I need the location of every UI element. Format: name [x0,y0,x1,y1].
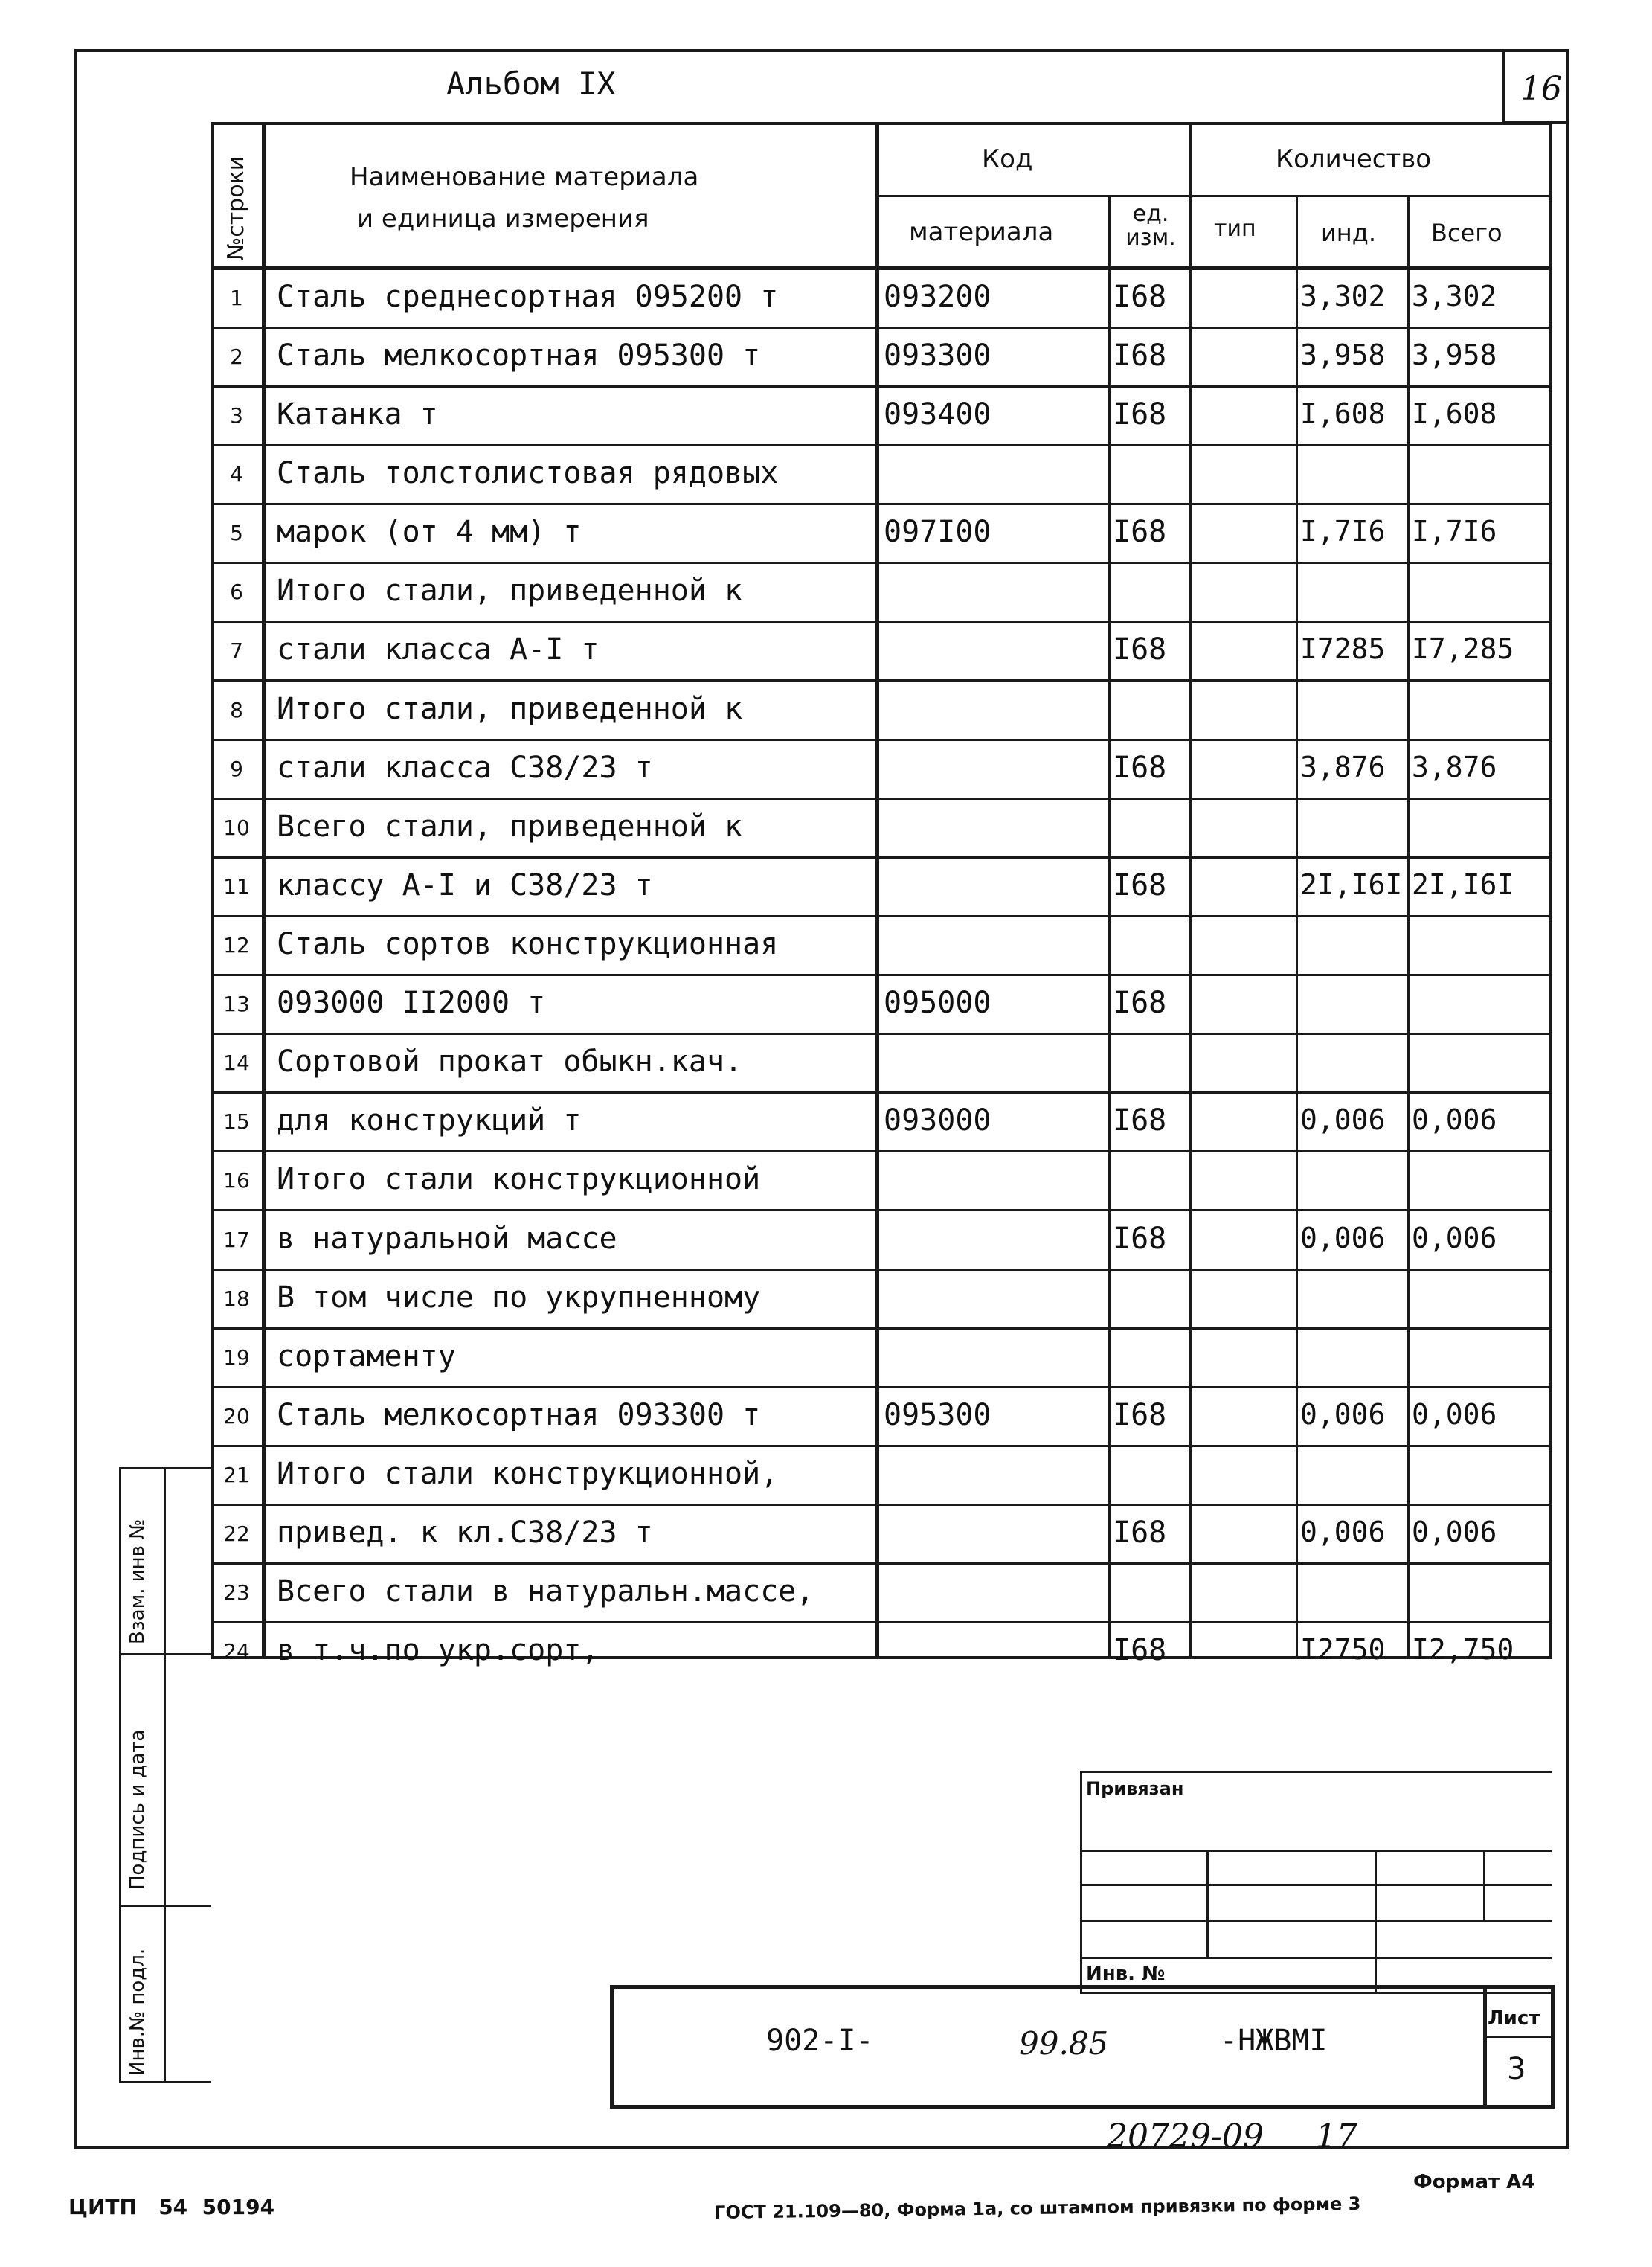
cell-unit: I68 [1113,751,1167,785]
cell-unit: I68 [1113,1103,1167,1138]
cell-ind: 0,006 [1300,1103,1386,1136]
cell-total: 0,006 [1412,1222,1497,1254]
cell-ind: 0,006 [1300,1516,1386,1548]
cell-ind: 2I,I6I [1300,868,1403,901]
cell-name: Итого стали конструкционной, [277,1457,779,1491]
cell-n: 4 [230,462,243,487]
cell-total: 0,006 [1412,1398,1497,1431]
cell-unit: I68 [1113,1516,1167,1550]
cell-ind: 0,006 [1300,1222,1386,1254]
header-qty-type: тип [1214,216,1256,242]
cell-code: 097I00 [884,515,991,549]
cell-name: Сталь мелкосортная 093300 т [277,1398,761,1432]
cell-total: 3,958 [1412,339,1497,371]
col-divider [262,122,266,1659]
stamp-line [1080,1920,1552,1922]
cell-code: 095300 [884,1398,991,1432]
cell-unit: I68 [1113,632,1167,667]
stamp-line [1206,1850,1209,1957]
cell-name: 093000 II2000 т [277,986,546,1020]
cell-total: I,7I6 [1412,515,1497,548]
header-name-line1: Наименование материала [350,162,699,192]
cell-n: 2 [230,344,243,369]
cell-unit: I68 [1113,339,1167,373]
cell-n: 15 [223,1109,250,1134]
header-code: Код [982,144,1033,174]
cell-code: 093000 [884,1103,991,1138]
cell-name: Сталь среднесортная 095200 т [277,280,779,314]
privyazan-block [1080,1771,1552,1994]
footer-center: ГОСТ 21.109—80, Форма 1а, со штампом привязки по форме 3 [714,2193,1361,2223]
header-code-material: материала [909,217,1054,247]
cell-n: 17 [223,1228,250,1252]
list-value: 3 [1507,2052,1526,2086]
cell-ind: 0,006 [1300,1398,1386,1431]
handwritten-number: 20729-09 17 [1107,2117,1357,2155]
cell-name: привед. к кл.С38/23 т [277,1516,653,1550]
cell-n: 19 [223,1345,250,1370]
cell-name: Катанка т [277,397,438,432]
cell-n: 5 [230,521,243,545]
cell-name: марок (от 4 мм) т [277,515,582,549]
cell-total: I,608 [1412,397,1497,430]
row-divider [211,974,1552,976]
cell-code: 093300 [884,339,991,373]
designation-c: -НЖВМI [1220,2024,1328,2058]
stamp-line [1375,1850,1377,1994]
cell-n: 13 [223,992,250,1016]
cell-name: Сталь мелкосортная 095300 т [277,339,761,373]
row-divider [211,385,1552,388]
cell-total: 0,006 [1412,1516,1497,1548]
cell-n: 10 [223,815,250,840]
header-qty: Количество [1276,144,1432,174]
cell-name: стали класса С38/23 т [277,751,653,785]
side-stamp-divider [119,1653,211,1655]
cell-total: 3,302 [1412,280,1497,312]
row-divider [211,679,1552,682]
header-divider [875,195,1552,197]
designation-b: 99.85 [1019,2025,1109,2062]
page-number: 16 [1520,70,1562,108]
cell-unit: I68 [1113,986,1167,1020]
cell-name: Сортовой прокат обыкн.кач. [277,1045,743,1079]
stamp-line [1483,2036,1555,2038]
cell-ind: 3,876 [1300,751,1386,783]
row-divider [211,503,1552,505]
cell-name: Итого стали, приведенной к [277,574,743,608]
row-divider [211,562,1552,564]
row-divider [211,1033,1552,1035]
cell-n: 24 [223,1639,250,1664]
row-divider [211,1621,1552,1623]
cell-n: 8 [230,698,243,722]
cell-name: для конструкций т [277,1103,582,1138]
side-stamp-inv-podl: Инв.№ подл. [126,1948,149,2076]
cell-name: в т.ч.по укр.сорт, [277,1633,600,1667]
cell-ind: I2750 [1300,1633,1386,1666]
cell-unit: I68 [1113,397,1167,432]
cell-n: 22 [223,1522,250,1546]
designation-a: 902-I- [766,2024,874,2058]
row-divider [211,856,1552,859]
cell-ind: I,7I6 [1300,515,1386,548]
stamp-line [1483,1850,1485,1921]
cell-n: 9 [230,757,243,781]
cell-unit: I68 [1113,280,1167,314]
col-divider [1108,195,1111,1659]
row-divider [211,621,1552,623]
cell-name: сортаменту [277,1339,456,1373]
row-divider [211,327,1552,329]
cell-unit: I68 [1113,1398,1167,1432]
row-divider [211,1327,1552,1330]
row-divider [211,1445,1552,1447]
stamp-line [1080,1884,1552,1886]
cell-n: 21 [223,1463,250,1487]
row-divider [211,444,1552,446]
row-divider [211,1386,1552,1388]
header-qty-ind: инд. [1321,219,1377,247]
header-bottom [211,266,1552,270]
header-qty-total: Всего [1431,219,1502,247]
row-divider [211,1504,1552,1506]
header-name-line2: и единица измерения [357,204,649,234]
stamp-line [1080,1850,1552,1852]
side-stamp-vzam: Взам. инв № [126,1519,149,1644]
cell-unit: I68 [1113,868,1167,902]
row-divider [211,798,1552,800]
side-stamp-divider [119,1905,211,1907]
cell-ind: I,608 [1300,397,1386,430]
footer-format: Формат А4 [1413,2171,1535,2193]
stamp-line [1080,1957,1552,1959]
row-divider [211,739,1552,741]
cell-n: 14 [223,1051,250,1075]
list-label: Лист [1488,2007,1540,2030]
cell-name: в натуральной массе [277,1222,617,1256]
cell-total: I2,750 [1412,1633,1514,1666]
cell-name: Сталь сортов конструкционная [277,927,779,961]
cell-total: 0,006 [1412,1103,1497,1136]
col-divider [1296,195,1298,1659]
cell-name: Всего стали, приведенной к [277,809,743,844]
privyazan-label: Привязан [1086,1778,1184,1799]
cell-name: Всего стали в натуральн.массе, [277,1574,814,1609]
cell-total: 3,876 [1412,751,1497,783]
album-title: Альбом IX [446,65,616,102]
cell-name: Итого стали, приведенной к [277,692,743,726]
cell-name: классу А-I и С38/23 т [277,868,653,902]
cell-total: 2I,I6I [1412,868,1514,901]
inv-no-label: Инв. № [1086,1963,1166,1985]
cell-name: В том числе по укрупненному [277,1280,761,1315]
header-rownum: №строки [223,155,249,260]
cell-n: 3 [230,403,243,428]
cell-ind: 3,958 [1300,339,1386,371]
cell-n: 12 [223,933,250,958]
cell-n: 23 [223,1580,250,1605]
cell-name: Итого стали конструкционной [277,1162,761,1196]
stamp-line [1483,1985,1487,2109]
col-divider [1407,195,1410,1659]
cell-unit: I68 [1113,1222,1167,1256]
row-divider [211,1562,1552,1565]
cell-n: 18 [223,1286,250,1311]
row-divider [211,1269,1552,1271]
cell-total: I7,285 [1412,632,1514,665]
side-stamp-podpis: Подпись и дата [126,1729,149,1890]
cell-name: Сталь толстолистовая рядовых [277,456,779,490]
row-divider [211,915,1552,917]
row-divider [211,1091,1552,1094]
cell-n: 11 [223,874,250,899]
footer-left: ЦИТП 54 50194 [68,2195,275,2219]
cell-ind: 3,302 [1300,280,1386,312]
cell-n: 6 [230,580,243,604]
cell-n: 1 [230,286,243,310]
row-divider [211,1150,1552,1152]
col-divider [875,122,879,1659]
cell-code: 095000 [884,986,991,1020]
row-divider [211,1209,1552,1211]
cell-n: 7 [230,638,243,663]
side-stamp-divider [164,1467,166,2083]
cell-code: 093200 [884,280,991,314]
cell-unit: I68 [1113,1633,1167,1667]
col-divider [1189,122,1192,1659]
cell-n: 16 [223,1168,250,1193]
cell-code: 093400 [884,397,991,432]
cell-unit: I68 [1113,515,1167,549]
header-code-unit: ед. изм. [1125,201,1176,251]
cell-n: 20 [223,1404,250,1429]
cell-ind: I7285 [1300,632,1386,665]
cell-name: стали класса А-I т [277,632,600,667]
